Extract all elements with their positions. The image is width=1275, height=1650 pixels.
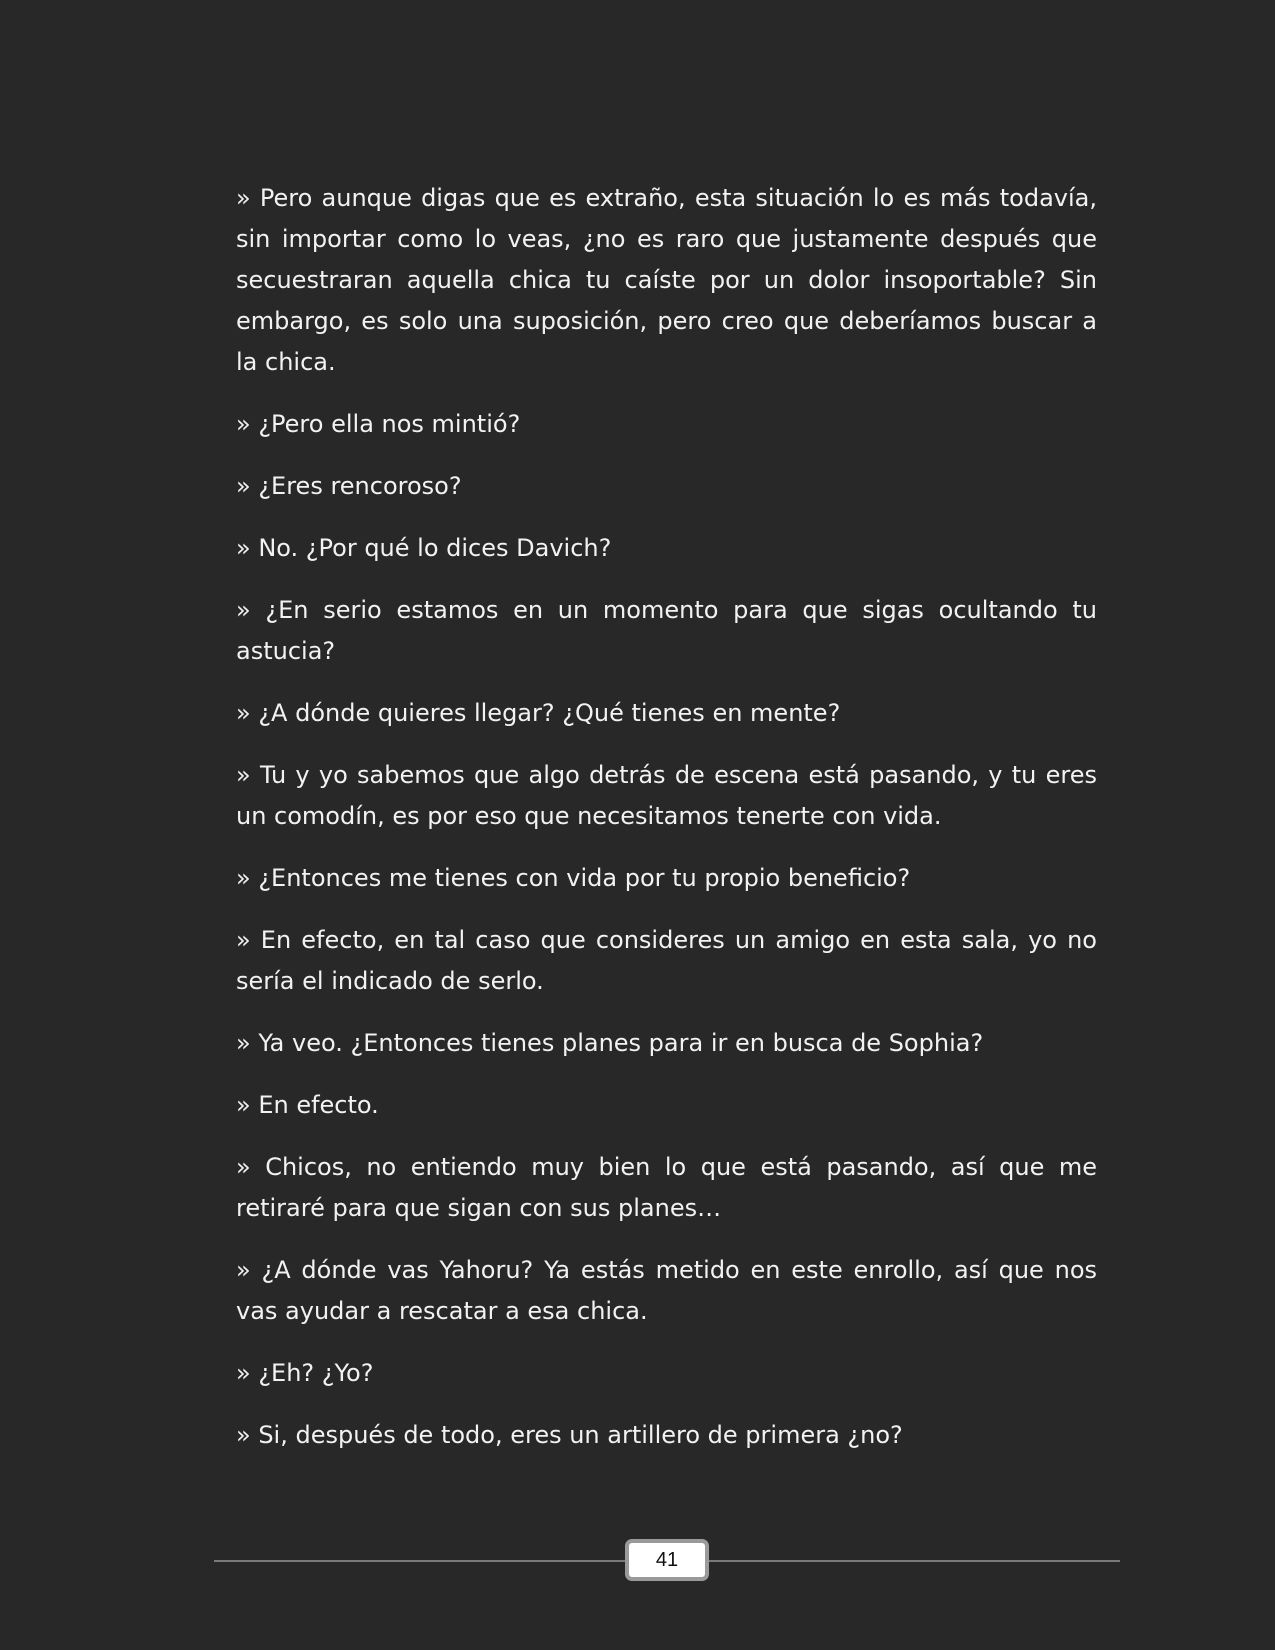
paragraph: » Chicos, no entiendo muy bien lo que está pasando, así que me retiraré para que sigan con sus planes… bbox=[236, 1153, 1097, 1222]
body-text bbox=[236, 178, 1097, 1477]
footer-rule-left bbox=[214, 1560, 626, 1562]
page-number bbox=[625, 1539, 709, 1581]
paragraph: » En efecto. bbox=[236, 1091, 379, 1119]
paragraph: » Si, después de todo, eres un artillero de primera ¿no? bbox=[236, 1421, 903, 1449]
paragraph: » ¿A dónde quieres llegar? ¿Qué tienes en mente? bbox=[236, 699, 841, 727]
footer-rule-right bbox=[708, 1560, 1120, 1562]
page-number-label: 41 bbox=[655, 1548, 679, 1571]
paragraph: » En efecto, en tal caso que consideres un amigo en esta sala, yo no sería el indicado de serlo. bbox=[236, 926, 1097, 995]
paragraph: » ¿A dónde vas Yahoru? Ya estás metido en este enrollo, así que nos vas ayudar a rescatar a esa chica. bbox=[236, 1256, 1097, 1325]
paragraph: » Tu y yo sabemos que algo detrás de escena está pasando, y tu eres un comodín, es por eso que necesitamos tenerte con vida. bbox=[236, 761, 1097, 830]
paragraph: » ¿Pero ella nos mintió? bbox=[236, 410, 521, 438]
paragraph: » No. ¿Por qué lo dices Davich? bbox=[236, 534, 612, 562]
paragraph: » Ya veo. ¿Entonces tienes planes para ir en busca de Sophia? bbox=[236, 1029, 984, 1057]
paragraph: » ¿Eh? ¿Yo? bbox=[236, 1359, 374, 1387]
paragraph: » ¿Eres rencoroso? bbox=[236, 472, 462, 500]
paragraph: » ¿En serio estamos en un momento para que sigas ocultando tu astucia? bbox=[236, 596, 1097, 665]
paragraph: » ¿Entonces me tienes con vida por tu propio beneficio? bbox=[236, 864, 911, 892]
paragraph: » Pero aunque digas que es extraño, esta situación lo es más todavía, sin importar como lo veas, ¿no es raro que justamente después que secuestraran aquella chica tu caíste por un dolor insoportable? Sin embargo, es solo una suposición, pero creo que deberíamos buscar a la chica. bbox=[236, 184, 1097, 376]
